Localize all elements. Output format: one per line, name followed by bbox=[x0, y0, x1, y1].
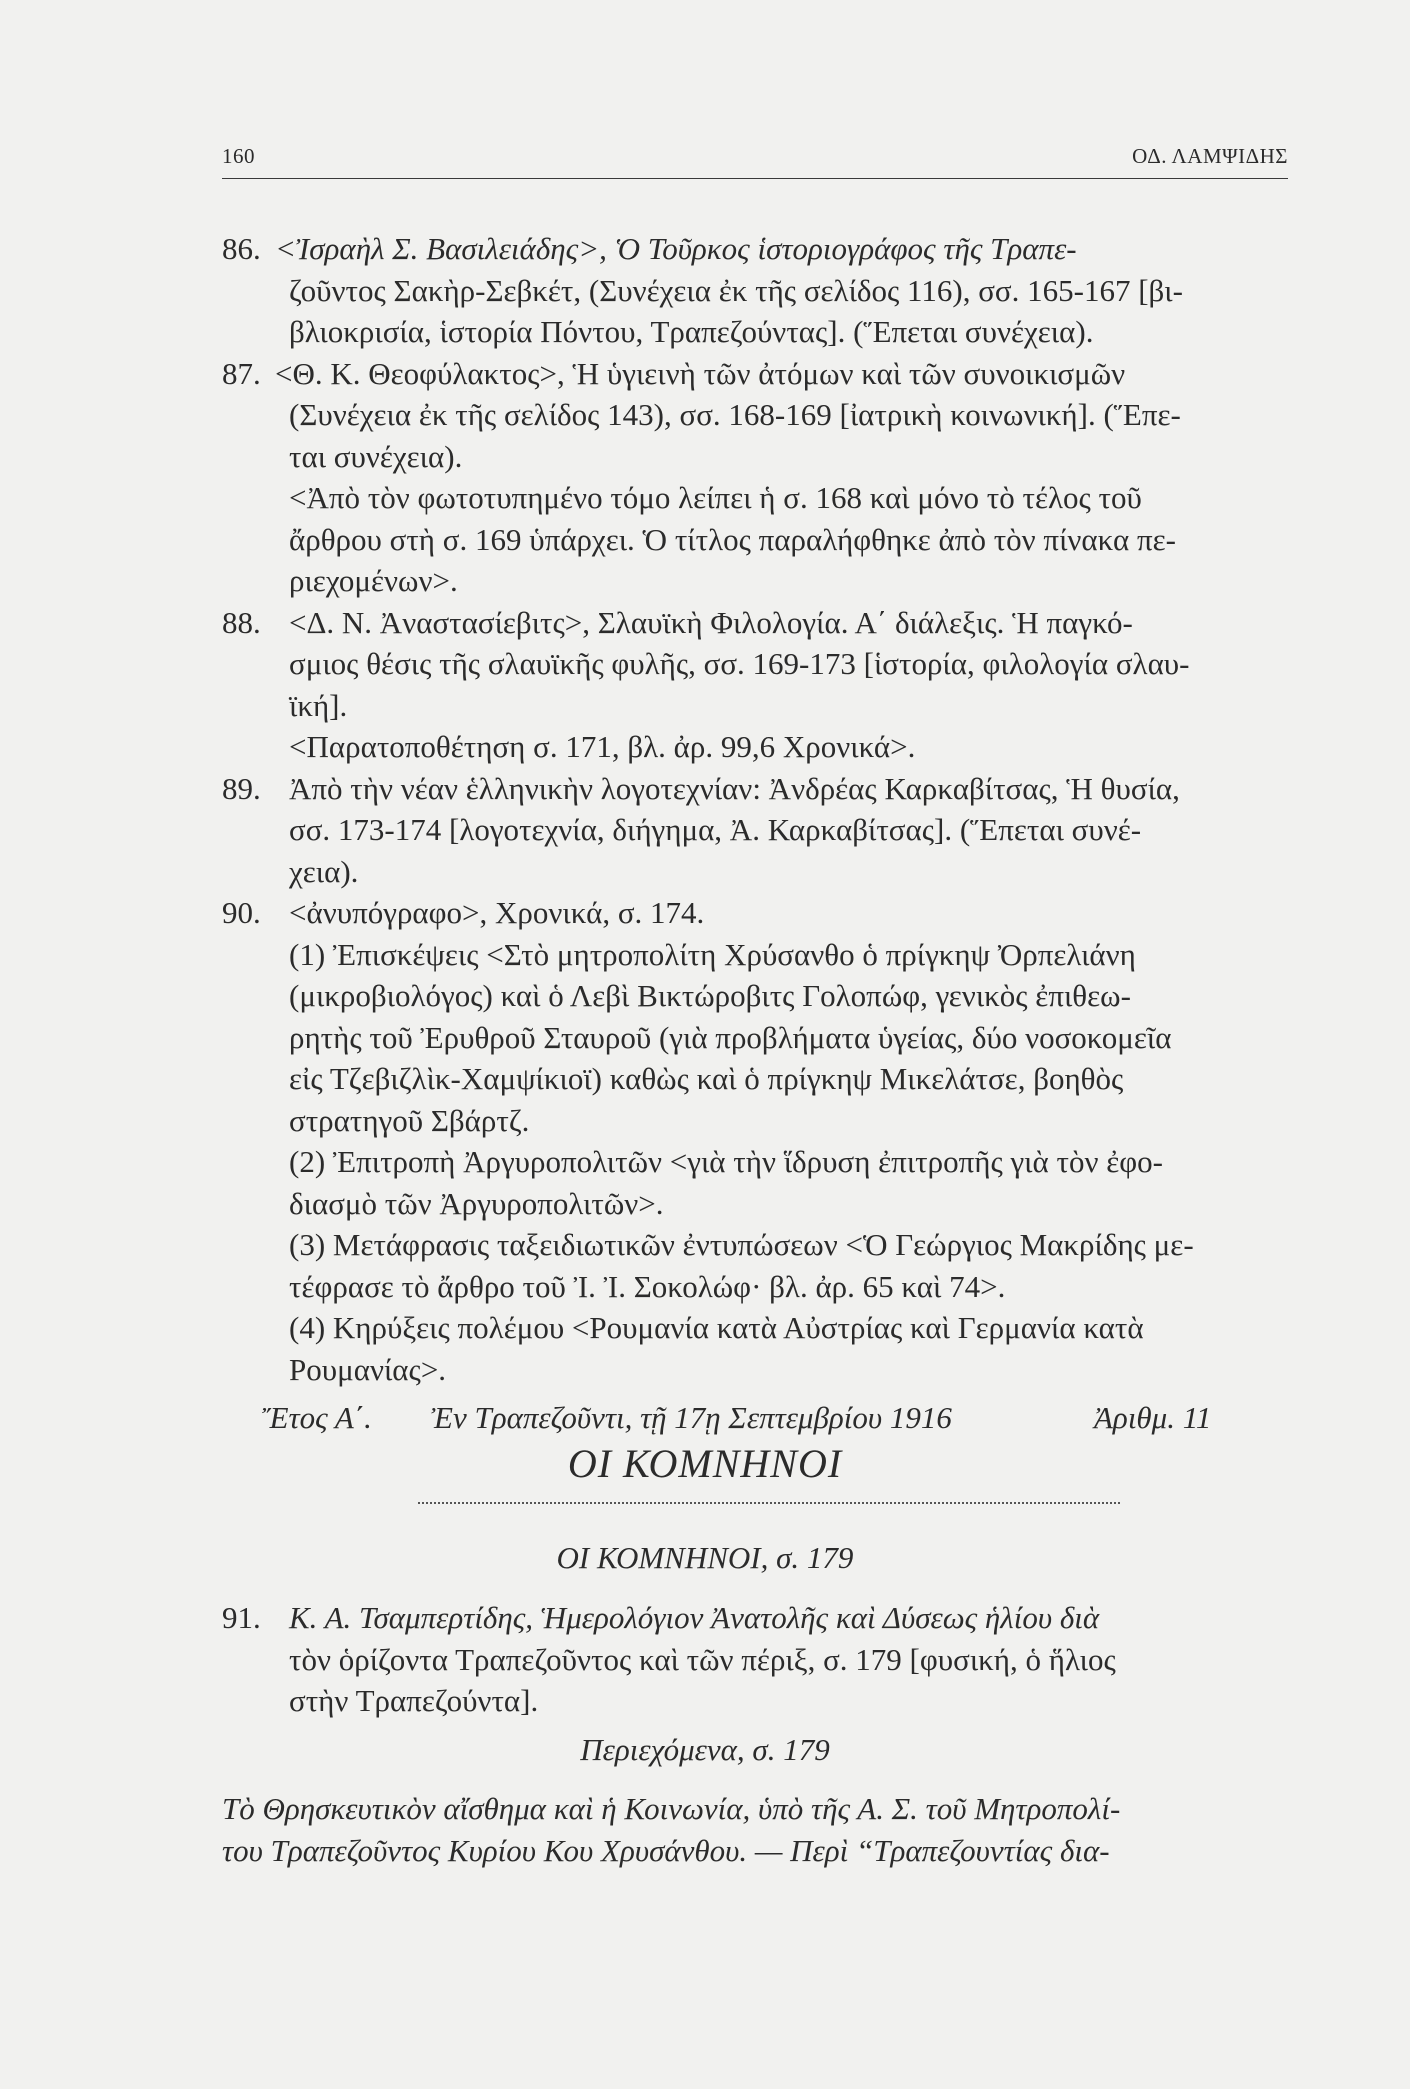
entry-line: Ἀπὸ τὴν νέαν ἑλληνικὴν λογοτεχνίαν: Ἀνδρέας Καρκαβίτσας, Ἡ θυσία, bbox=[289, 771, 1180, 806]
entry-line: σσ. 173-174 [λογοτεχνία, διήγημα, Ἀ. Καρκαβίτσας]. (Ἕπεται συνέ- bbox=[289, 812, 1142, 847]
entry-note-line: <Παρατοποθέτηση σ. 171, βλ. ἀρ. 99,6 Χρονικά>. bbox=[289, 729, 916, 764]
entry-line: ζοῦντος Σακὴρ-Σεβκέτ, (Συνέχεια ἐκ τῆς σελίδος 116), σσ. 165-167 [βι- bbox=[289, 273, 1183, 308]
contents-heading: Περιεχόμενα, σ. 179 bbox=[580, 1732, 830, 1767]
issue-number: Ἀριθμ. 11 bbox=[1094, 1400, 1212, 1435]
entry-line: ρητὴς τοῦ Ἐρυθροῦ Σταυροῦ (γιὰ προβλήματα ὑγείας, δύο νοσοκομεῖα bbox=[289, 1020, 1172, 1055]
entry-note-line: ἄρθρου στὴ σ. 169 ὑπάρχει. Ὁ τίτλος παραλήφθηκε ἀπὸ τὸν πίνακα πε- bbox=[289, 522, 1176, 557]
entry-line: στρατηγοῦ Σβάρτζ. bbox=[289, 1103, 530, 1138]
entry-line: βλιοκρισία, ἱστορία Πόντου, Τραπεζούντας]. (Ἕπεται συνέχεια). bbox=[289, 314, 1094, 349]
contents-line: του Τραπεζοῦντος Κυρίου Κου Χρυσάνθου. — Περὶ “Τραπεζουντίας δια- bbox=[222, 1833, 1110, 1868]
section-heading: ΟΙ ΚΟΜΝΗΝΟΙ, σ. 179 bbox=[556, 1540, 854, 1575]
entry-line: Κ. Α. Τσαμπερτίδης, Ἡμερολόγιον Ἀνατολῆς καὶ Δύσεως ἡλίου διὰ bbox=[289, 1600, 1100, 1635]
entry-line: (μικροβιολόγος) καὶ ὁ Λεβὶ Βικτώροβιτς Γολοπώφ, γενικὸς ἐπιθεω- bbox=[289, 978, 1131, 1013]
issue-year: Ἔτος Α΄. bbox=[262, 1400, 372, 1435]
entry-number: 88. bbox=[222, 605, 261, 640]
issue-masthead bbox=[0, 1400, 1410, 1444]
header-rule bbox=[222, 178, 1288, 179]
entry-line: ϊκή]. bbox=[289, 688, 348, 723]
entry-number: 86. bbox=[222, 231, 261, 266]
journal-title: ΟΙ ΚΟΜΝΗΝΟΙ bbox=[567, 1441, 843, 1486]
entry-line: (3) Μετάφρασις ταξειδιωτικῶν ἐντυπώσεων <Ὁ Γεώργιος Μακρίδης με- bbox=[289, 1227, 1194, 1262]
entry-line: <Ἰσραὴλ Σ. Βασιλειάδης>, Ὁ Τοῦρκος ἱστοριογράφος τῆς Τραπε- bbox=[275, 231, 1077, 266]
entry-line: <Δ. Ν. Ἀναστασίεβιτς>, Σλαυϊκὴ Φιλολογία. Α΄ διάλεξις. Ἡ παγκό- bbox=[289, 605, 1133, 640]
entry-line: σμιος θέσις τῆς σλαυϊκῆς φυλῆς, σσ. 169-173 [ἱστορία, φιλολογία σλαυ- bbox=[289, 646, 1190, 681]
entry-line: Ρουμανίας>. bbox=[289, 1352, 447, 1387]
entry-number: 90. bbox=[222, 895, 261, 930]
entry-number: 91. bbox=[222, 1600, 261, 1635]
dotted-separator bbox=[418, 1502, 1120, 1504]
issue-place-date: Ἐν Τραπεζοῦντι, τῇ 17ῃ Σεπτεμβρίου 1916 bbox=[431, 1400, 952, 1435]
running-title: ΟΔ. ΛΑΜΨΙΔΗΣ bbox=[1132, 144, 1288, 168]
entry-number: 87. bbox=[222, 356, 261, 391]
entry-line: ται συνέχεια). bbox=[289, 439, 463, 474]
entry-line: (4) Κηρύξεις πολέμου <Ρουμανία κατὰ Αὐστρίας καὶ Γερμανία κατὰ bbox=[289, 1310, 1144, 1345]
entry-line: τὸν ὁρίζοντα Τραπεζοῦντος καὶ τῶν πέριξ, σ. 179 [φυσική, ὁ ἥλιος bbox=[289, 1642, 1116, 1677]
entry-line: <Θ. Κ. Θεοφύλακτος>, Ἡ ὑγιεινὴ τῶν ἀτόμων καὶ τῶν συνοικισμῶν bbox=[275, 356, 1126, 391]
entry-note-line: ριεχομένων>. bbox=[289, 563, 458, 598]
entry-number: 89. bbox=[222, 771, 261, 806]
entry-line: (Συνέχεια ἐκ τῆς σελίδος 143), σσ. 168-169 [ἰατρικὴ κοινωνική]. (Ἕπε- bbox=[289, 397, 1181, 432]
entry-line: τέφρασε τὸ ἄρθρο τοῦ Ἰ. Ἰ. Σοκολώφ· βλ. ἀρ. 65 καὶ 74>. bbox=[289, 1269, 1006, 1304]
contents-line: Τὸ Θρησκευτικὸν αἴσθημα καὶ ἡ Κοινωνία, ὑπὸ τῆς Α. Σ. τοῦ Μητροπολί- bbox=[222, 1791, 1121, 1826]
entry-line: διασμὸ τῶν Ἀργυροπολιτῶν>. bbox=[289, 1186, 664, 1221]
page-number: 160 bbox=[222, 144, 255, 168]
entry-line: (2) Ἐπιτροπὴ Ἀργυροπολιτῶν <γιὰ τὴν ἵδρυση ἐπιτροπῆς γιὰ τὸν ἐφο- bbox=[289, 1144, 1163, 1179]
entry-line: (1) Ἐπισκέψεις <Στὸ μητροπολίτη Χρύσανθο ὁ πρίγκηψ Ὀρπελιάνη bbox=[289, 937, 1136, 972]
entry-note-line: <Ἀπὸ τὸν φωτοτυπημένο τόμο λείπει ἡ σ. 168 καὶ μόνο τὸ τέλος τοῦ bbox=[289, 480, 1142, 515]
entry-line: στὴν Τραπεζούντα]. bbox=[289, 1683, 539, 1718]
entry-line: <ἀνυπόγραφο>, Χρονικά, σ. 174. bbox=[289, 895, 705, 930]
entry-line: χεια). bbox=[289, 854, 359, 889]
entry-line: εἰς Τζεβιζλὶκ-Χαμψίκιοϊ) καθὼς καὶ ὁ πρίγκηψ Μικελάτσε, βοηθὸς bbox=[289, 1061, 1124, 1096]
